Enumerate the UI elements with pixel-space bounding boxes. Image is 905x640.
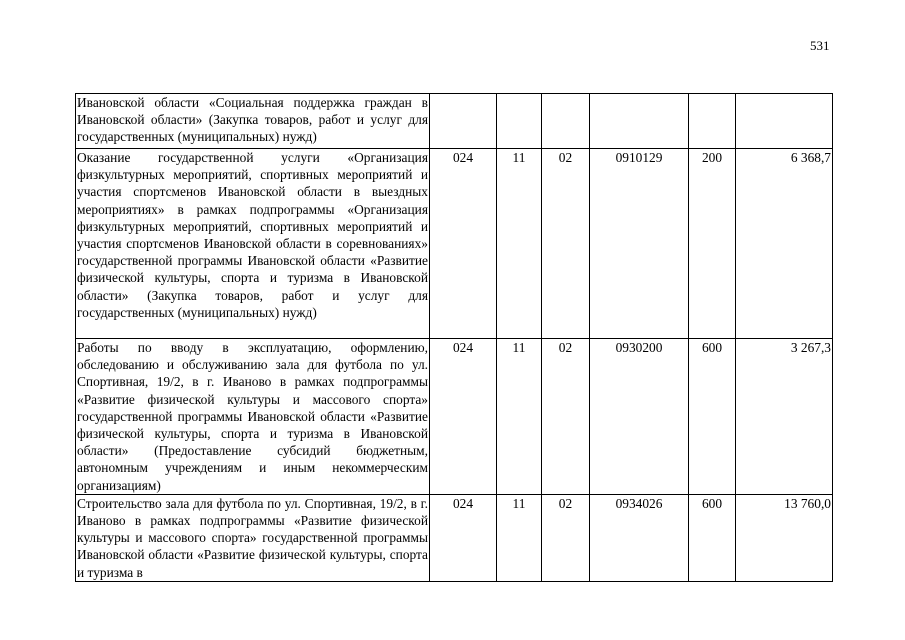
- row-description: Ивановской области «Социальная поддержка граждан в Ивановской области» (Закупка товаров, работ и услуг для государственных (муниципальных) нужд): [76, 94, 430, 149]
- amount-value: [736, 94, 833, 149]
- target-article-code: 0930200: [590, 339, 689, 495]
- section-code: 11: [497, 149, 542, 339]
- section-code: 11: [497, 494, 542, 581]
- ministry-code: 024: [430, 149, 497, 339]
- amount-value: 6 368,7: [736, 149, 833, 339]
- row-description: Работы по вводу в эксплуатацию, оформлению, обследованию и обслуживанию зала для футбола по ул. Спортивная, 19/2, в г. Иваново в рамках подпрограммы «Развитие физической культуры и массового спорта» государственной программы Ивановской области «Развитие физической культуры, спорта и туризма в Ивановской области» (Предоставление субсидий бюджетным, автономным учреждениям и иным некоммерческим организациям): [77, 340, 428, 493]
- table-row: [76, 339, 833, 495]
- table-row: [76, 94, 833, 149]
- expense-type-code: 200: [689, 149, 736, 339]
- section-code: 11: [497, 339, 542, 495]
- table-row: [76, 149, 833, 339]
- ministry-code: [430, 94, 497, 149]
- subsection-code: 02: [542, 149, 590, 339]
- subsection-code: 02: [542, 494, 590, 581]
- page-number: 531: [810, 38, 830, 53]
- ministry-code: 024: [430, 339, 497, 495]
- ministry-code: 024: [430, 494, 497, 581]
- row-description: Оказание государственной услуги «Организация физкультурных мероприятий, спортивных мероприятий и участия спортсменов Ивановской области в выездных мероприятиях» в рамках подпрограммы «Организация физкультурных мероприятий, спортивных мероприятий и участия спортсменов Ивановской области в соревнованиях» государственной программы Ивановской области «Развитие физической культуры, спорта и туризма в Ивановской области» (Закупка товаров, работ и услуг для государственных (муниципальных) нужд): [76, 149, 430, 339]
- expense-type-code: 600: [689, 339, 736, 495]
- target-article-code: 0910129: [590, 149, 689, 339]
- section-code: [497, 94, 542, 149]
- expense-type-code: 600: [689, 494, 736, 581]
- subsection-code: 02: [542, 339, 590, 495]
- budget-table: [75, 93, 833, 582]
- subsection-code: [542, 94, 590, 149]
- amount-value: 13 760,0: [736, 494, 833, 581]
- expense-type-code: [689, 94, 736, 149]
- amount-value: 3 267,3: [736, 339, 833, 495]
- table-row: [76, 494, 833, 581]
- target-article-code: 0934026: [590, 494, 689, 581]
- row-description: Строительство зала для футбола по ул. Спортивная, 19/2, в г. Иваново в рамках подпрограммы «Развитие физической культуры и массового спорта» государственной программы Ивановской области «Развитие физической культуры, спорта и туризма в: [77, 495, 428, 580]
- target-article-code: [590, 94, 689, 149]
